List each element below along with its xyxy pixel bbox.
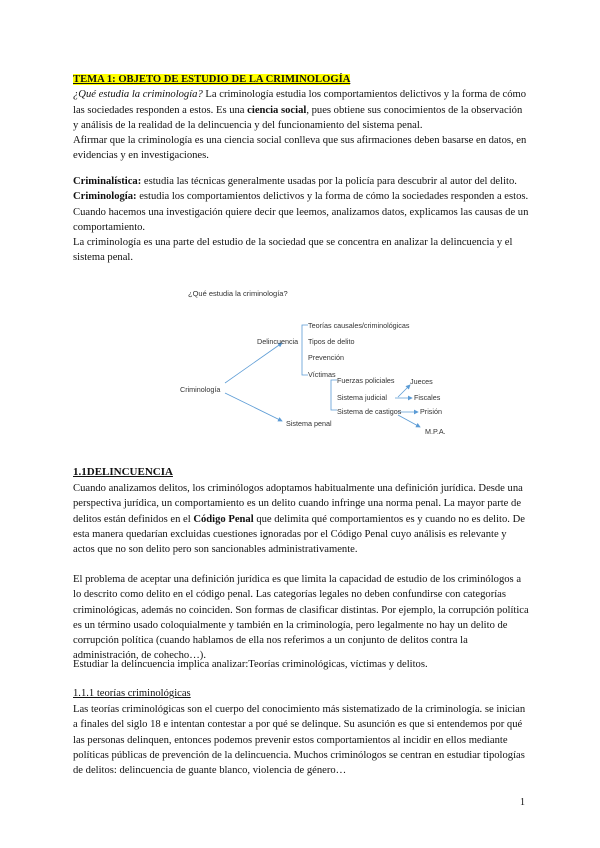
section-heading-teorias: 1.1.1 teorías criminológicas: [73, 688, 191, 699]
document-title: TEMA 1: OBJETO DE ESTUDIO DE LA CRIMINOLOGÍA: [73, 74, 351, 85]
diagram-sistema-item: Fuerzas policiales: [337, 376, 395, 385]
delincuencia-text-3: Estudiar la delincuencia implica analizar:Teorías criminológicas, víctimas y delitos.: [73, 659, 428, 670]
criminologia-def: estudia los comportamientos delictivos y la forma de cómo la sociedades responden a estos. Cuando hacemos una investigación quiere decir que leemos, analizamos datos, explicamos las causas de un comportamiento.: [73, 191, 529, 233]
diagram-delincuencia-item: Tipos de delito: [308, 337, 355, 346]
page-number: 1: [520, 797, 525, 808]
definitions-paragraph: [73, 174, 529, 266]
diagram-sistema-item: Sistema de castigos: [337, 407, 402, 416]
criminologia-term: Criminología:: [73, 191, 137, 203]
intro-question: ¿Qué estudia la criminología?: [73, 89, 203, 101]
delincuencia-text-1b: que delimita qué comportamientos es y cuando no es delito. De esta manera quedarían excluidas cuestiones ignoradas por el Código Penal cuyo análisis es relevante y actos que no son delito pero son sancionables administrativamente.: [73, 513, 525, 556]
delincuencia-bracket: [302, 325, 308, 375]
intro-text-1: La criminología estudia los comportamientos delictivos y la forma de cómo las sociedades responden a estos. Es una: [73, 89, 527, 116]
diagram-branch-delincuencia: Delincuencia: [257, 337, 299, 346]
diagram-sistema-item: Sistema judicial: [337, 393, 387, 402]
teorias-heading-block: [73, 686, 529, 701]
diagram-branch-sistema-penal: Sistema penal: [286, 419, 332, 428]
delincuencia-text-2: El problema de aceptar una definición jurídica es que limita la capacidad de estudio de los criminólogos a lo descrito como delito en el código penal. Las categorías legales no deben confundirse con categorías criminológicas, además no coinciden. Son formas de clasificar distintas. Por ejemplo, la corrupción política es un término usado coloquialmente y también en la criminología, pero legalmente no hay un delito de corrupción política (cuando hablamos de ella nos referimos a un conjunto de delitos contra la administración, de cohecho…).: [73, 574, 529, 662]
arrow-mpa: [398, 415, 420, 427]
delincuencia-paragraph-2: [73, 572, 529, 664]
diagram-leaf-prision: Prisión: [420, 407, 442, 416]
teorias-paragraph: [73, 702, 529, 778]
criminology-diagram: [170, 285, 490, 465]
intro-paragraph: [73, 72, 529, 164]
diagram-root: Criminología: [180, 385, 221, 394]
delincuencia-text-1a: Cuando analizamos delitos, los criminólogos adoptamos habitualmente una definición jurídica. Desde una perspectiva jurídica, un comportamiento es un delito cuando infringe una norma penal. La mayor parte de delitos están definidos en el: [73, 483, 523, 525]
criminalistica-term: Criminalística:: [73, 176, 142, 187]
diagram-title: ¿Qué estudia la criminología?: [188, 289, 288, 298]
codigo-penal-term: Código Penal: [193, 513, 254, 525]
diagram-leaf-fiscales: Fiscales: [414, 393, 441, 402]
diagram-delincuencia-item: Víctimas: [308, 370, 336, 379]
diagram-delincuencia-item: Prevención: [308, 353, 344, 362]
criminologia-extra: La criminología es una parte del estudio de la sociedad que se concentra en analizar la delincuencia y el sistema penal.: [73, 237, 513, 264]
delincuencia-paragraph-1: [73, 481, 529, 557]
arrow-root-delincuencia: [225, 343, 282, 383]
teorias-text: Las teorías criminológicas son el cuerpo del conocimiento más sistematizado de la criminología. se inician a finales del siglo 18 e intentan contestar a por qué se delinque. Su asunción es que si entendemos por qué las personas delinquen, entonces podemos prevenir estos comportamientos al incidir en ellos mediante políticas públicas de prevención de la delincuencia. Muchos criminólogos se centran en estudiar tipologías de delitos: delincuencia de guante blanco, violencia de género…: [73, 704, 526, 777]
diagram-delincuencia-item: Teorías causales/criminológicas: [308, 321, 410, 330]
arrow-root-sistema-penal: [225, 393, 282, 421]
delincuencia-paragraph-3: [73, 657, 529, 672]
diagram-leaf-jueces: Jueces: [410, 377, 433, 386]
criminalistica-def: estudia las técnicas generalmente usadas por la policía para descubrir al autor del delito.: [141, 176, 517, 187]
intro-text-2: , pues obtiene sus conocimientos de la observación y análisis de la realidad de la delincuencia y del funcionamiento del sistema penal.: [73, 104, 523, 131]
diagram-leaf-mpa: M.P.A.: [425, 427, 446, 436]
arrow-jueces: [398, 385, 410, 397]
intro-text-3: Afirmar que la criminología es una ciencia social conlleva que sus afirmaciones deben basarse en datos, en evidencias y en investigaciones.: [73, 135, 527, 162]
section-heading-delincuencia: 1.1DELINCUENCIA: [73, 466, 173, 478]
delincuencia-heading-block: [73, 465, 529, 480]
ciencia-social-term: ciencia social: [247, 104, 307, 116]
